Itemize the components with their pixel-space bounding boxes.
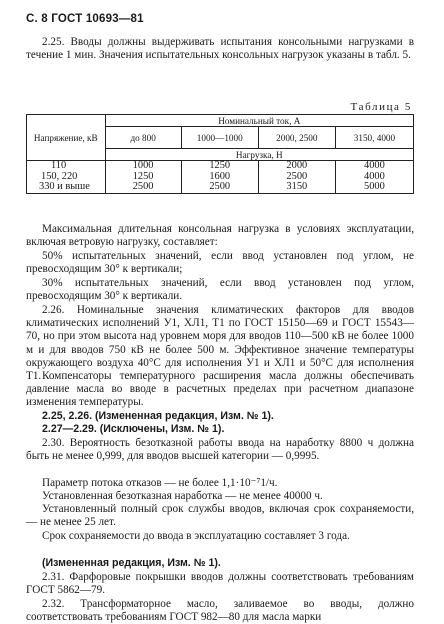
table-cell: 3150 [286, 181, 308, 192]
paragraph-compensators: Компенсаторы температурного расширения масла должны обеспечивать давление масла во вводе в расчетных пределах при расчетном диапазоне изменения температуры. [26, 370, 414, 409]
load-header: Нагрузка, Н [105, 149, 413, 161]
voltage-cell: 150, 220 [41, 170, 78, 182]
table-cell: 2500 [132, 181, 154, 192]
paragraph-30-percent: 30% испытательных значений, если ввод установлен под углом, превосходящим 30° к вертикали. [26, 277, 414, 303]
paragraph-2-32: 2.32. Трансформаторное масло, заливаемое во вводы, должно соответствовать требованиям ГОСТ 982—80 для масла марки [26, 598, 414, 624]
excluded-note: 2.27—2.29. (Исключены, Изм. № 1). [42, 423, 225, 435]
voltage-cell-group [27, 161, 106, 194]
paragraph-50-percent: 50% испытательных значений, если ввод установлен под углом, не превосходящим 30° к вертикали; [26, 250, 414, 276]
table-cell: 2500 [286, 170, 308, 182]
table-cell: 1600 [209, 170, 231, 182]
table-cell: 1250 [209, 160, 231, 171]
current-header: 1000—1000 [181, 127, 258, 149]
current-header: 3150, 4000 [335, 127, 413, 149]
paragraph-2-31: 2.31. Фарфоровые покрышки вводов должны соответствовать требованиям ГОСТ 5862—79. [26, 571, 414, 597]
failure-rate: Параметр потока отказов — не более 1,1·10⁻⁷1/ч. [42, 477, 278, 489]
current-header: 2000, 2500 [258, 127, 335, 149]
page-header: С. 8 ГОСТ 10693—81 [26, 13, 144, 25]
service-life: Установленный полный срок службы вводов, включая срок сохраняемости, — не менее 25 лет. [26, 503, 414, 529]
value-column [335, 161, 413, 194]
current-group-header: Номинальный ток, А [105, 115, 413, 127]
storage-period: Срок сохраняемости до ввода в эксплуатацию составляет 3 года. [42, 530, 350, 542]
paragraph-max-load: Максимальная длительная консольная нагрузка в условиях эксплуатации, включая ветровую нагрузку, составляет: [26, 223, 414, 249]
paragraph-2-25: 2.25. Вводы должны выдерживать испытания консольными нагрузками в течение 1 мин. Значения испытательных консольных нагрузок указаны в табл. 5. [26, 36, 414, 62]
voltage-header: Напряжение, кВ [27, 115, 106, 161]
table-cell: 1000 [132, 160, 154, 171]
value-column [181, 161, 258, 194]
current-header: до 800 [105, 127, 181, 149]
table-label: Таблица 5 [350, 101, 412, 113]
paragraph-2-26: 2.26. Номинальные значения климатических факторов для вводов климатических исполнений У1, ХЛ1, Т1 по ГОСТ 15150—69 и ГОСТ 15543—70, но при этом высота над уровнем моря для вводов 110—500 кВ не более 1000 м и для вводов 750 кВ не более 500 м. Эффективное значение температуры окружающего воздуха 40°С для исполнения У1 и ХЛ1 и 50°С для исполнения Т1. [26, 304, 414, 383]
table-cell: 1250 [132, 170, 154, 182]
amendment-note-2: (Измененная редакция, Изм. № 1). [42, 557, 221, 569]
value-column [258, 161, 335, 194]
value-column [105, 161, 181, 194]
voltage-cell: 330 и выше [39, 181, 90, 192]
mtbf: Установленная безотказная наработка — не менее 40000 ч. [42, 490, 323, 502]
paragraph-2-30: 2.30. Вероятность безотказной работы ввода на наработку 8800 ч должна быть не менее 0,999, для вводов высшей категории — 0,9995. [26, 437, 414, 463]
table-cell: 5000 [364, 181, 385, 192]
table-cell: 4000 [364, 170, 385, 182]
table-cell: 4000 [364, 160, 385, 171]
amendment-note: 2.25, 2.26. (Измененная редакция, Изм. № 1). [42, 410, 274, 422]
voltage-cell: 110 [51, 160, 67, 171]
table-cell: 2000 [286, 160, 308, 171]
load-table [26, 114, 414, 194]
table-cell: 2500 [209, 181, 231, 192]
